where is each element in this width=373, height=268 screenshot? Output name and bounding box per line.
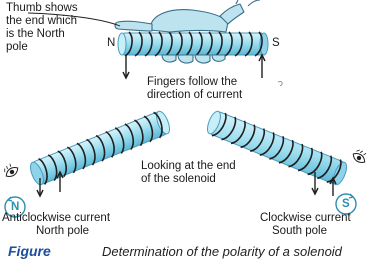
anticlockwise-symbol-letter: N <box>11 201 20 213</box>
thumb-label-line3: is the North <box>6 28 65 40</box>
south-pole-label: S <box>272 37 280 49</box>
thumb-label-line4: pole <box>6 41 28 53</box>
clockwise-label-line2: South pole <box>272 225 327 237</box>
clockwise-label-line1: Clockwise current <box>260 212 351 224</box>
small-mark <box>278 81 282 86</box>
figure-caption-text: Determination of the polarity of a solenoid <box>102 244 342 259</box>
clockwise-symbol-letter: S <box>342 198 350 210</box>
right-solenoid <box>204 109 349 188</box>
fingers-label-line1: Fingers follow the <box>147 76 238 88</box>
thumb-label-line1: Thumb shows <box>6 2 78 14</box>
looking-label-line2: of the solenoid <box>141 173 216 185</box>
eye-icon <box>2 161 20 179</box>
thumb-label-line2: the end which <box>6 15 77 27</box>
fingers-label-line2: direction of current <box>147 89 243 101</box>
anticlockwise-label-line1: Anticlockwise current <box>2 212 111 224</box>
north-pole-label: N <box>107 37 116 49</box>
eye-icon <box>351 147 369 165</box>
anticlockwise-label-line2: North pole <box>36 225 90 237</box>
figure-caption-key: Figure <box>8 243 51 259</box>
looking-label-line1: Looking at the end <box>141 160 236 172</box>
